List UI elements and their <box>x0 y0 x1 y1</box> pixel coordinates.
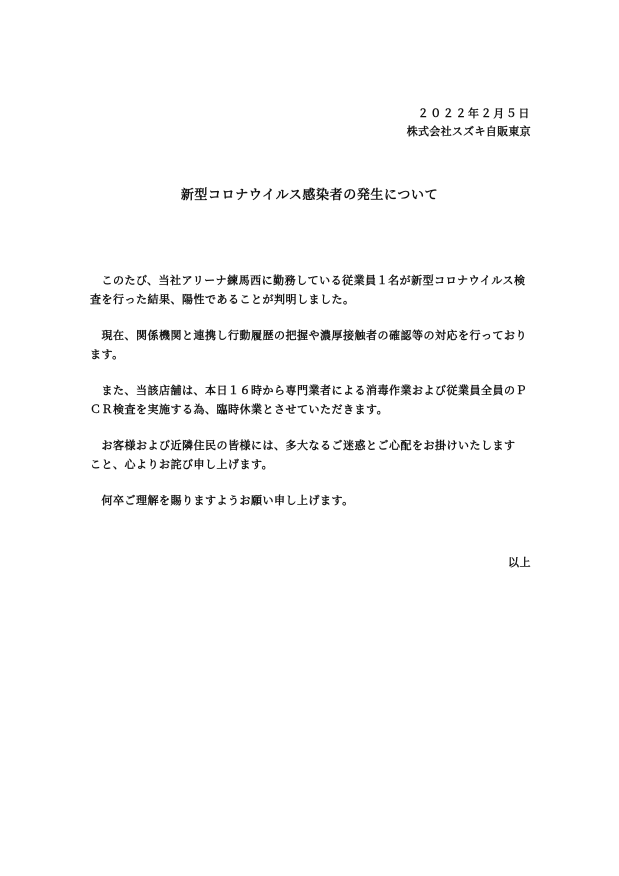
paragraph-line: このたび、当社アリーナ練馬西に勤務している従業員１名が新型コロナウイルス検 <box>90 274 526 287</box>
document-body <box>90 271 530 527</box>
paragraph-line: また、当該店舗は、本日１６時から専門業者による消毒作業および従業員全員のＰ <box>90 384 527 397</box>
company-name: 株式会社スズキ自販東京 <box>406 125 531 138</box>
paragraph-line: 査を行った結果、陽性であることが判明しました。 <box>90 293 355 306</box>
paragraph-line: 現在、関係機関と連携し行動履歴の把握や濃厚接触者の確認等の対応を行っており <box>90 329 527 342</box>
paragraph-announcement <box>90 271 530 309</box>
document-date: ２０２２年２月５日 <box>417 107 531 120</box>
paragraph-line: 何卒ご理解を賜りますようお願い申し上げます。 <box>90 494 354 507</box>
paragraph-line: ます。 <box>90 348 124 361</box>
document-header <box>407 105 531 141</box>
paragraph-line: こと、心よりお詫び申し上げます。 <box>90 458 274 471</box>
closing-mark: 以上 <box>508 556 531 569</box>
paragraph-response <box>90 326 530 364</box>
paragraph-line: ＣＲ検査を実施する為、臨時休業とさせていただきます。 <box>90 403 389 416</box>
document-title: 新型コロナウイルス感染者の発生について <box>180 188 439 203</box>
paragraph-apology <box>90 436 530 474</box>
paragraph-closure <box>90 381 530 419</box>
paragraph-line: お客様および近隣住民の皆様には、多大なるご迷惑とご心配をお掛けいたします <box>90 439 516 452</box>
paragraph-request <box>90 491 530 510</box>
